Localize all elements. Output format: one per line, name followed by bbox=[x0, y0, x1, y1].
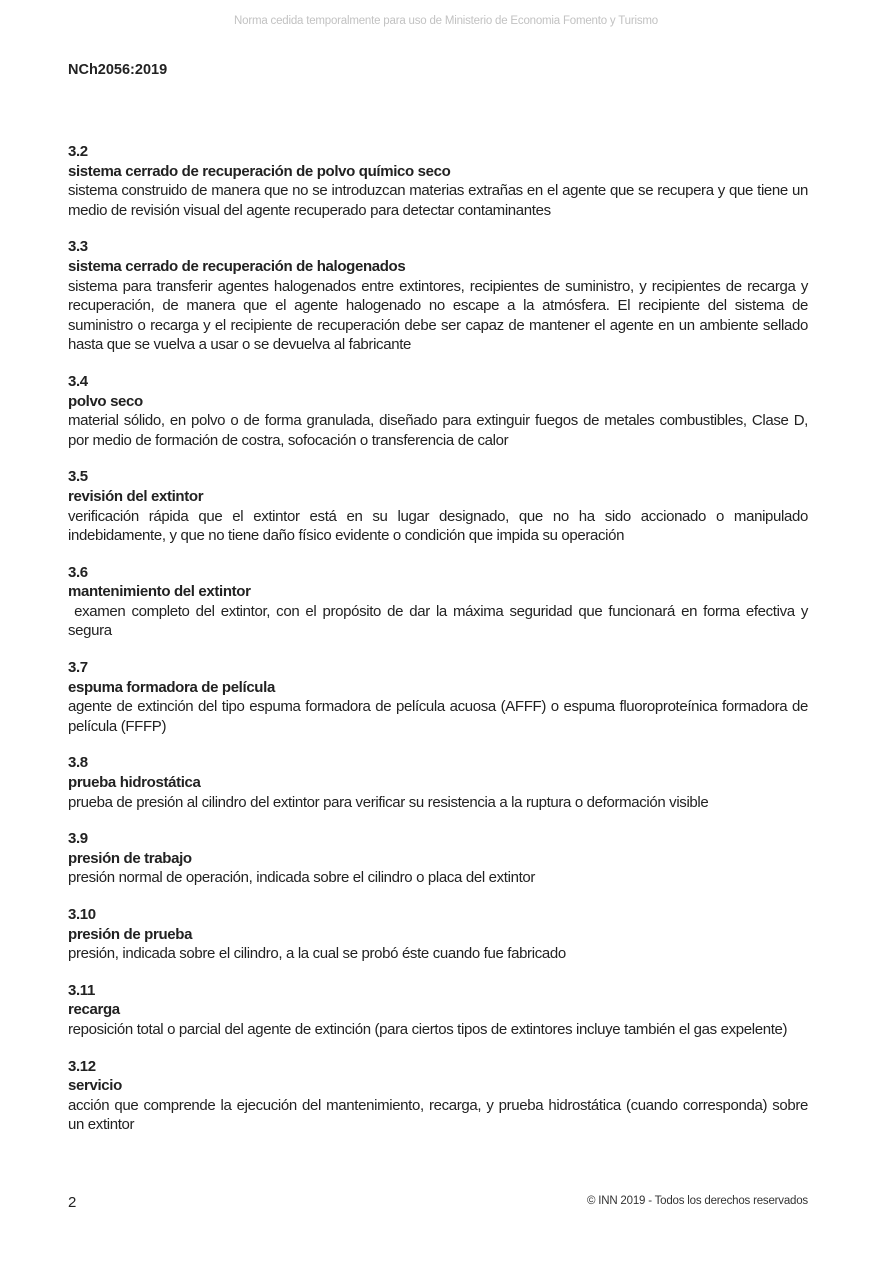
clause-term: sistema cerrado de recuperación de halogenados bbox=[68, 257, 406, 275]
clause-3-6 bbox=[68, 563, 812, 641]
clause-number: 3.2 bbox=[68, 143, 88, 160]
clause-definition: examen completo del extintor, con el propósito de dar la máxima seguridad que funcionará en forma efectiva y segura bbox=[68, 602, 812, 640]
clause-number: 3.9 bbox=[68, 830, 88, 848]
clause-term: recarga bbox=[68, 1001, 120, 1019]
copyright-notice: © INN 2019 - Todos los derechos reservados bbox=[586, 1195, 808, 1207]
clause-number: 3.8 bbox=[68, 754, 88, 772]
clause-3-9 bbox=[68, 829, 808, 888]
clause-number: 3.10 bbox=[68, 906, 96, 923]
clause-3-3 bbox=[68, 237, 808, 355]
document-code: NCh2056:2019 bbox=[68, 62, 168, 78]
clause-term: revisión del extintor bbox=[68, 487, 204, 505]
clause-3-11 bbox=[68, 981, 808, 1040]
clause-definition: sistema construido de manera que no se introduzcan materias extrañas en el agente que se recupera y que tiene un medio de revisión visual del agente recuperado para detectar contaminantes bbox=[68, 182, 808, 219]
clause-3-5 bbox=[68, 467, 808, 545]
clause-definition: reposición total o parcial del agente de extinción (para ciertos tipos de extintores incluye también el gas expelente) bbox=[68, 1020, 788, 1038]
clause-number: 3.5 bbox=[68, 468, 88, 486]
page-number: 2 bbox=[68, 1194, 77, 1211]
clause-number: 3.6 bbox=[68, 563, 88, 581]
clause-term: polvo seco bbox=[68, 392, 143, 410]
clause-number: 3.12 bbox=[68, 1057, 96, 1075]
clause-definition: material sólido, en polvo o de forma granulada, diseñado para extinguir fuegos de metales combustibles, Clase D, por medio de formación de costra, sofocación o transferencia de calor bbox=[68, 412, 808, 449]
clause-term: servicio bbox=[68, 1077, 122, 1095]
clause-number: 3.7 bbox=[68, 659, 88, 677]
clause-3-12 bbox=[68, 1057, 808, 1135]
clause-3-10 bbox=[68, 905, 808, 964]
clause-list bbox=[68, 142, 812, 1152]
clause-number: 3.11 bbox=[68, 981, 95, 999]
clause-term: sistema cerrado de recuperación de polvo químico seco bbox=[68, 162, 451, 180]
clause-3-2 bbox=[68, 142, 808, 220]
clause-definition: prueba de presión al cilindro del extintor para verificar su resistencia a la ruptura o deformación visible bbox=[68, 793, 709, 811]
clause-definition: presión normal de operación, indicada sobre el cilindro o placa del extintor bbox=[68, 869, 536, 887]
clause-definition: agente de extinción del tipo espuma formadora de película acuosa (AFFF) o espuma fluoroproteínica formadora de película (FFFP) bbox=[68, 698, 808, 735]
clause-3-4 bbox=[68, 372, 808, 450]
clause-number: 3.3 bbox=[68, 238, 88, 256]
clause-definition: presión, indicada sobre el cilindro, a la cual se probó éste cuando fue fabricado bbox=[68, 945, 566, 963]
clause-definition: acción que comprende la ejecución del mantenimiento, recarga, y prueba hidrostática (cuando corresponda) sobre un extintor bbox=[68, 1096, 808, 1134]
clause-term: mantenimiento del extintor bbox=[68, 583, 251, 601]
clause-definition: sistema para transferir agentes halogenados entre extintores, recipientes de suministro, y recipientes de recarga y recuperación, de manera que el agente halogenado no escape a la atmósfera. El recipiente del sistema de suministro o recarga y el recipiente de recuperación debe ser capaz de mantener el agente en un ambiente sellado hasta que se vuelva a usar o se devuelva al fabricante bbox=[68, 277, 808, 354]
clause-term: presión de trabajo bbox=[68, 849, 192, 867]
clause-term: presión de prueba bbox=[68, 925, 193, 943]
clause-number: 3.4 bbox=[68, 372, 88, 390]
watermark-text: Norma cedida temporalmente para uso de Ministerio de Economia Fomento y Turismo bbox=[234, 15, 658, 27]
clause-term: espuma formadora de película bbox=[68, 678, 275, 696]
clause-3-7 bbox=[68, 658, 808, 736]
clause-3-8 bbox=[68, 753, 808, 812]
clause-term: prueba hidrostática bbox=[68, 774, 201, 792]
clause-definition: verificación rápida que el extintor está en su lugar designado, que no ha sido accionado o manipulado indebidamente, y que no tiene daño físico evidente o condición que impida su operación bbox=[68, 507, 808, 545]
